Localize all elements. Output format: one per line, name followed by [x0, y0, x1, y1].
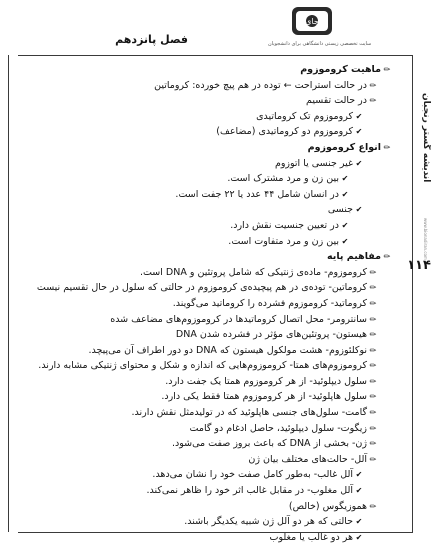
content-line [14, 187, 351, 203]
page-content [14, 62, 393, 545]
line-text: هموزیگوس (خالص) [288, 500, 367, 512]
content-line [14, 421, 379, 437]
logo-caption: سایت تخصصی زیستی دانشگاهی برای دانشجویان [268, 41, 372, 47]
check-icon: ✔ [341, 189, 349, 199]
line-text: در حالت استراحت ← توده در هم پیچ خورده: کروماتین [154, 79, 367, 91]
line-text: در تعیین جنسیت نقش دارد. [230, 219, 339, 231]
content-line [14, 327, 379, 343]
line-text: هر دو غالب یا مغلوب [269, 531, 353, 543]
line-text: زیگوت- سلول دیپلوئید، حاصل ادغام دو گامت [189, 422, 367, 434]
line-text: کروماتید- کروموزوم فشرده را کروماتید می‌گویند. [172, 297, 367, 309]
check-icon: ✔ [341, 174, 349, 184]
line-text: در حالت تقسیم [306, 95, 367, 107]
line-text: گامت- سلول‌های جنسی هاپلوئید که در تولیدمثل نقش دارند. [131, 407, 367, 419]
pen-icon: ✏ [383, 252, 391, 262]
line-text: آلل مغلوب- در مقابل غالب اثر خود را ظاهر نمی‌کند. [146, 485, 353, 497]
pen-icon: ✏ [369, 267, 377, 277]
pen-icon: ✏ [369, 345, 377, 355]
check-icon: ✔ [355, 205, 363, 215]
line-text: سلول هاپلوئید- از هر کروموزوم همتا فقط یکی دارد. [161, 391, 367, 403]
content-line [14, 78, 379, 94]
content-line [14, 62, 393, 78]
content-line [14, 249, 393, 265]
side-title: اندیشه گستر رنجبان [421, 93, 431, 183]
check-icon: ✔ [355, 127, 363, 137]
pen-icon: ✏ [369, 314, 377, 324]
pen-icon: ✏ [369, 96, 377, 106]
line-text: آلل غالب- به‌طور کامل صفت خود را نشان می‌دهد. [152, 469, 353, 481]
line-text: بین زن و مرد مشترک است. [227, 173, 339, 185]
content-line [14, 312, 379, 328]
pen-icon: ✏ [369, 408, 377, 418]
content-line [14, 452, 379, 468]
line-text: کروموزوم دو کروماتیدی (مضاعف) [216, 126, 353, 138]
line-text: ژن- بخشی از DNA که باعث بروز صفت می‌شود. [171, 438, 367, 450]
check-icon: ✔ [355, 111, 363, 121]
content-line [14, 530, 365, 545]
content-line [14, 374, 379, 390]
header-rule [18, 55, 413, 56]
content-line [14, 234, 351, 250]
line-text: کروموزوم- ماده‌ی ژنتیکی که شامل پروتئین و DNA است. [139, 266, 367, 278]
pen-icon: ✏ [369, 392, 377, 402]
content-line [14, 296, 379, 312]
check-icon: ✔ [355, 158, 363, 168]
line-text: کروماتین- توده‌ی در هم پیچیده‌ی کروموزوم در حالتی که سلول در حال تقسیم نیست [36, 282, 367, 294]
line-text: در انسان شامل ۴۴ عدد یا ۲۲ جفت است. [175, 188, 339, 200]
content-line [14, 280, 379, 296]
line-text: کروموزوم تک کروماتیدی [256, 110, 353, 122]
pen-icon: ✏ [369, 454, 377, 464]
content-line [14, 93, 379, 109]
line-text: مفاهیم پایه [327, 251, 381, 263]
check-icon: ✔ [355, 532, 363, 542]
line-text: سانترومر- محل اتصال کروماتیدها در کروموزوم‌های مضاعف شده [110, 313, 367, 325]
content-line [14, 358, 379, 374]
content-line [14, 467, 365, 483]
content-line [14, 389, 379, 405]
content-line [14, 109, 365, 125]
content-line [14, 405, 379, 421]
content-line [14, 514, 365, 530]
logo-text: جای [305, 17, 319, 26]
line-text: سلول دیپلوئید- از هر کروموزوم همتا یک جفت دارد. [165, 375, 367, 387]
line-text: بین زن و مرد متفاوت است. [228, 235, 339, 247]
line-text: ماهیت کروموزوم [300, 64, 381, 75]
line-text: هیستون- پروتئین‌های مؤثر در فشرده شدن DNA [175, 329, 367, 341]
content-line [14, 202, 365, 218]
line-text: حالتی که هر دو آلل ژن شبیه یکدیگر باشند. [184, 516, 353, 528]
check-icon: ✔ [341, 236, 349, 246]
content-line [14, 124, 365, 140]
logo-graphic [268, 3, 356, 43]
pen-icon: ✏ [383, 65, 391, 74]
pen-icon: ✏ [369, 361, 377, 371]
pen-icon: ✏ [369, 330, 377, 340]
line-text: غیر جنسی یا اتوزوم [274, 157, 353, 169]
check-icon: ✔ [355, 470, 363, 480]
line-text: جنسی [327, 204, 353, 216]
page-number: ۱۱۴ [407, 258, 431, 273]
content-line [14, 156, 365, 172]
check-icon: ✔ [355, 517, 363, 527]
pen-icon: ✏ [369, 501, 377, 511]
site-logo[interactable] [268, 3, 372, 51]
pen-icon: ✏ [369, 376, 377, 386]
line-text: انواع کروموزوم [307, 141, 381, 153]
line-text: آلل- حالت‌های مختلف بیان ژن [248, 453, 367, 465]
pen-icon: ✏ [369, 283, 377, 293]
content-line [14, 436, 379, 452]
line-text: نوکلئوزوم- هشت مولکول هیستون که DNA دو دور اطراف آن می‌پیچد. [88, 344, 367, 356]
pen-icon: ✏ [369, 80, 377, 90]
left-margin-line [8, 55, 9, 532]
pen-icon: ✏ [369, 423, 377, 433]
side-url: www.bionadiran.com [423, 218, 428, 260]
content-line [14, 140, 393, 156]
pen-icon: ✏ [369, 298, 377, 308]
content-line [14, 483, 365, 499]
pen-icon: ✏ [369, 439, 377, 449]
pen-icon: ✏ [383, 142, 391, 152]
chapter-title: فصل پانزدهم [115, 33, 188, 46]
line-text: کروموزوم‌های همتا- کروموزوم‌هایی که اندازه و شکل و محتوای ژنتیکی مشابه دارند. [38, 360, 367, 372]
content-line [14, 171, 351, 187]
content-line [14, 343, 379, 359]
content-line [14, 499, 379, 515]
content-line [14, 218, 351, 234]
content-line [14, 265, 379, 281]
check-icon: ✔ [355, 486, 363, 496]
check-icon: ✔ [341, 220, 349, 230]
